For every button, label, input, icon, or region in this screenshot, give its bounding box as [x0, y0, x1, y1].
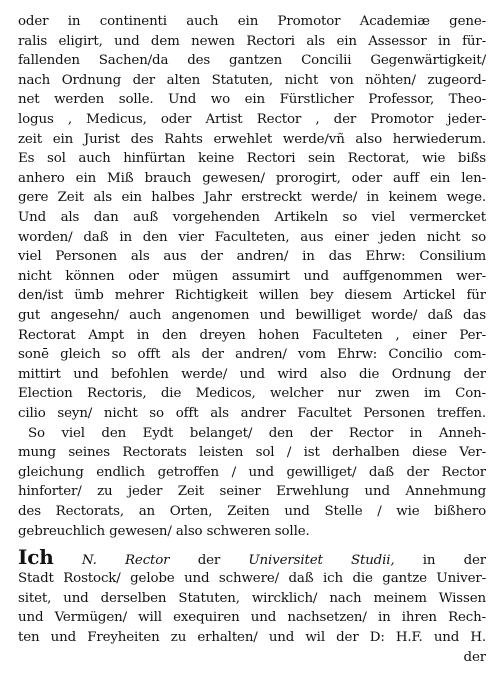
text-line: gebreuchlich gewesen/ also schweren solle. [18, 523, 310, 539]
catchword: der [463, 649, 486, 665]
text-line: Rectorat Ampt in den dreyen hohen Faculteten , einer Per- [18, 327, 486, 343]
text-line: Es sol auch hinfürtan keine Rectori sein Rectorat, wie bißs [18, 151, 486, 167]
text-line: viel Personen als aus der andren/ in das Ehrw: Consilium [18, 249, 486, 265]
oath-title: Rector [124, 553, 170, 569]
text-line: sonē gleich so offt als der andren/ vom Ehrw: Concilio com- [18, 347, 486, 363]
text-line: Election Rectoris, die Medicos, welcher nur zwen im Con- [18, 386, 486, 402]
text-line: fallenden Sachen/da des gantzen Concilii Gegenwärtigkeit/ [18, 53, 486, 69]
text-line: sitet, und derselben Statuten, wircklich/ nach meinem Wissen [18, 590, 486, 606]
oath-initial: Ich [18, 545, 54, 570]
text-line: gere Zeit als ein halbes Jahr erstreckt werde/ in keinem wege. [18, 190, 486, 206]
text-line: des Rectorats, an Orten, Zeiten und Stelle / wie bißhero [18, 504, 486, 519]
oath-university: Universitet Studii, [248, 553, 395, 569]
text-line: nach Ordnung der alten Statuten, nicht von nöhten/ zugeord- [18, 72, 486, 88]
text-line: gleichung endlich getroffen / und gewilliget/ daß der Rector [18, 464, 486, 480]
text-line: ralis eligirt, und dem newen Rectori als ein Assessor in für- [18, 33, 486, 49]
text-line: mung seines Rectorats leisten sol / ist derhalben diese Ver- [18, 445, 486, 461]
oath-name: N. [81, 553, 97, 569]
text-line: Und als dan auß vorgehenden Artikeln so viel vermercket [18, 210, 486, 225]
text-line: worden/ daß in den vier Faculteten, aus einer jeden nicht so [18, 229, 486, 245]
text-line: zeit ein Jurist des Rahts erwehlet werde/vñ also herwiederum. [18, 131, 486, 147]
text-line: anhero ein Miß brauch gewesen/ prorogirt, oder auff ein len- [18, 170, 486, 186]
text-line: net werden solle. Und wo ein Fürstlicher Professor, Theo- [18, 92, 486, 108]
oath-middle: der [197, 553, 221, 569]
text-line: So viel den Eydt belanget/ den der Rector in Anneh- [28, 425, 486, 441]
text-line: oder in continenti auch ein Promotor Academiæ gene- [18, 14, 486, 29]
text-line: ten und Freyheiten zu erhalten/ und wil der D: H.F. und H. [18, 630, 486, 645]
text-line: Stadt Rostock/ gelobe und schwere/ daß ich die gantze Univer- [18, 571, 486, 587]
text-line: und Vermügen/ will exequiren und nachsetzen/ in ihren Rech- [18, 610, 486, 626]
text-line: den/ist ümb mehrer Richtigkeit willen bey diesem Artickel für [18, 288, 486, 304]
layout-overlay [18, 12, 486, 688]
text-line: hinforter/ zu jeder Zeit seiner Erwehlung und Annehmung [18, 484, 486, 500]
text-line: nicht können oder mügen assumirt und auffgenommen wer- [18, 268, 486, 284]
text-line: mittirt und befohlen werde/ und wird also die Ordnung der [18, 366, 486, 382]
text-line: gut angesehn/ auch angenomen und bewilliget worde/ daß das [18, 308, 486, 323]
text-line: logus , Medicus, oder Artist Rector , der Promotor jeder- [18, 112, 486, 127]
text-line: cilio seyn/ nicht so offt als andrer Facultet Personen treffen. [18, 406, 486, 421]
oath-end: in der [422, 553, 486, 569]
